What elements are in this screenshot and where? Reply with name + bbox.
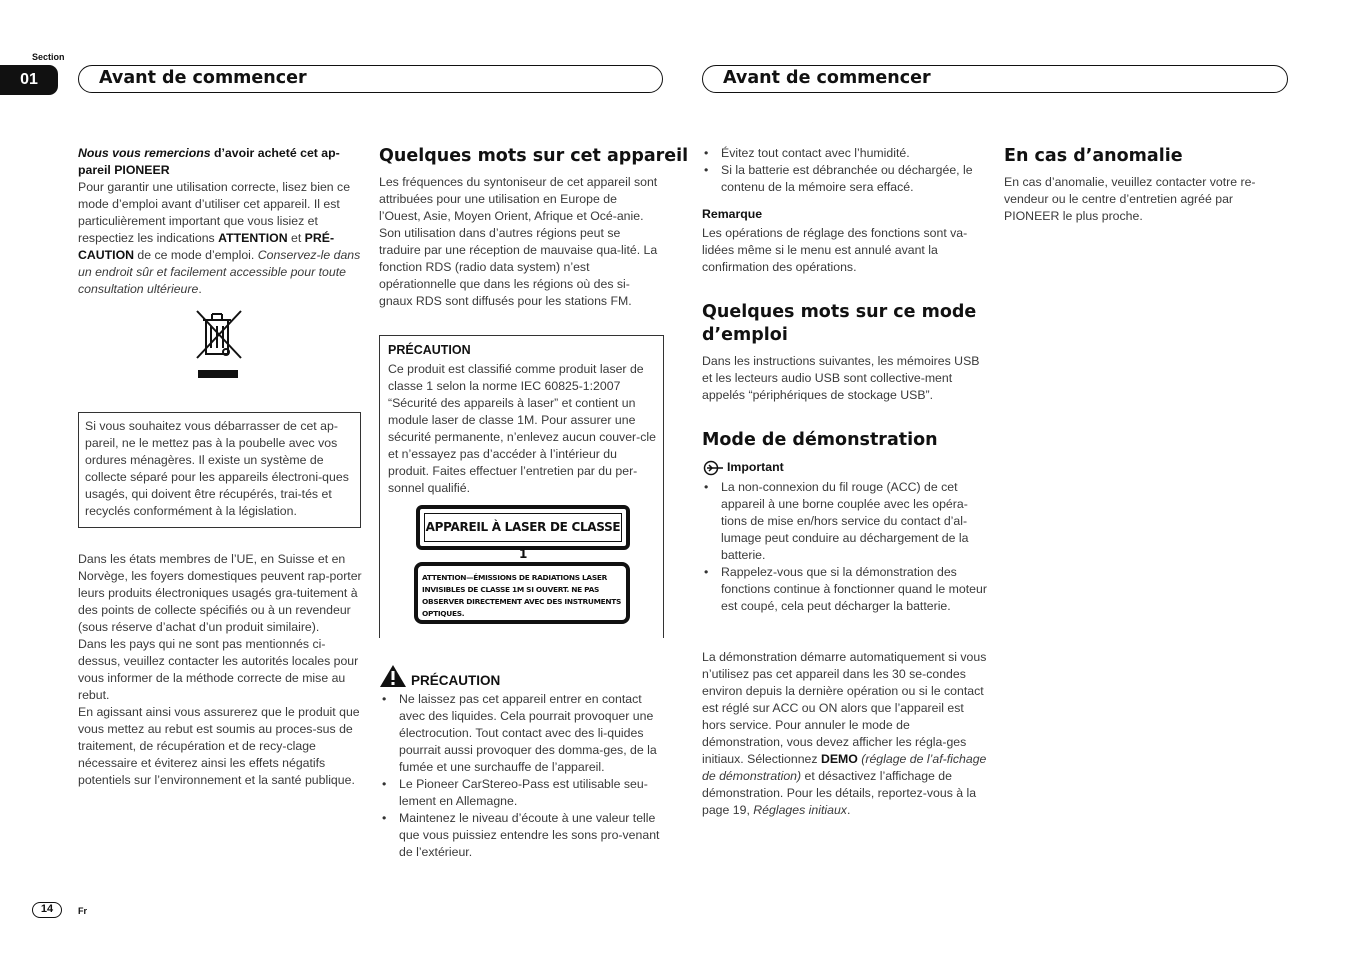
battery-item: • Évitez tout contact avec l’humidité.	[700, 145, 986, 162]
eu-paragraph-2: Dans les pays qui ne sont pas mentionnés ci-dessus, veuillez contacter les autorités locales pour vous informer de la méthode correcte de mise au rebut.	[78, 637, 359, 702]
manual-heading: Quelques mots sur ce mode d’emploi	[702, 302, 977, 345]
important-icon	[702, 460, 724, 476]
laser-warning-label	[414, 562, 630, 624]
battery-list	[700, 145, 986, 196]
remark-title: Remarque	[702, 207, 763, 221]
demo-text-2: et désactivez l’affichage de démonstration. Pour les détails, reportez-vous à la page 19,	[702, 769, 977, 817]
demo-italic: (réglage de l’af-fichage de démonstration)	[702, 752, 987, 783]
disposal-text: Si vous souhaitez vous débarrasser de cet ap-pareil, ne le mettez pas à la poubelle avec vos ordures ménagères. Il existe un système de collecte séparé pour les appareils électroni-ques usagés, qui doivent être récupérés, trai-tés et recyclés conformément à la législation.	[85, 419, 349, 518]
manual-text: Dans les instructions suivantes, les mémoires USB et les lecteurs audio USB sont collective-ment appelés “périphériques de stockage USB”.	[702, 354, 980, 402]
warning-triangle-icon	[379, 664, 407, 688]
demo-keyword: DEMO	[820, 752, 858, 766]
eu-paragraph-1: Dans les états membres de l’UE, en Suisse et en Norvège, les foyers domestiques peuvent rap-porter leurs produits électroniques usagés gra-tuitement à des points de collecte spécifiés ou à un revendeur (sous réserve d’achat d’un produit similaire).	[78, 552, 362, 634]
caution2-item: • Maintenez le niveau d’écoute à une valeur telle que vous puissiez entendre les sons pro-venant de l’extérieur.	[378, 810, 664, 861]
attention-word: ATTENTION	[218, 231, 288, 245]
intro-end: .	[198, 282, 202, 296]
intro-bold: d’avoir acheté cet ap-pareil PIONEER	[78, 146, 340, 177]
demo-item: • La non-connexion du fil rouge (ACC) de cet appareil à une borne couplée avec les opéra-tions de mise en/hors service du contact d’al-lumage peut conduire au déchargement de la batterie.	[700, 479, 988, 564]
caution2-list	[378, 691, 664, 861]
intro-text-2: de ce mode d’emploi.	[134, 248, 258, 262]
anomaly-heading: En cas d’anomalie	[1004, 146, 1183, 166]
important-title: Important	[727, 460, 784, 474]
appareil-paragraph: Les fréquences du syntoniseur de cet appareil sont attribuées pour une utilisation en Europe de l’Ouest, Asie, Moyen Orient, Afrique et Océ-anie. Son utilisation dans d’autres régions peut se traduire par une réception de mauvaise qua-lité. La fonction RDS (radio data system) n’est opérationnelle que dans les régions où des si-gnaux RDS sont diffusés pour les stations FM.	[379, 175, 658, 308]
demo-italic-2: Réglages initiaux	[753, 803, 847, 817]
laser-class-text: APPAREIL À LASER DE CLASSE 1	[424, 513, 622, 542]
intro-text: Pour garantir une utilisation correcte, lisez bien ce mode d’emploi avant d’utiliser cet appareil. Il est particulièrement important que vous lisiez et respectiez les indications	[78, 180, 351, 245]
disposal-box	[78, 412, 361, 528]
section-label: Section	[32, 52, 65, 62]
caution2-item: • Ne laissez pas cet appareil entrer en contact avec des liquides. Cela pourrait provoquer une électrocution. Tout contact avec des li-quides pourrait aussi provoquer des domma-ges, de la fumée et une surchauffe de l’appareil.	[378, 691, 664, 776]
caution2-title: PRÉCAUTION	[411, 673, 501, 688]
laser-caution-box	[379, 335, 664, 638]
demo-text-1: La démonstration démarre automatiquement si vous n’utilisez pas cet appareil dans les 30 se-condes environ depuis la dernière opération ou si le contact est réglé sur ACC ou ON alors que l’appareil est hors service. Pour annuler le mode de démonstration, vous devez afficher les régla-ges initiaux. Sélectionnez	[702, 650, 987, 766]
right-header-title: Avant de commencer	[723, 68, 931, 88]
crossed-bin-icon	[194, 308, 244, 380]
eu-paragraph-3: En agissant ainsi vous assurerez que le produit que vous mettez au rebut est soumis au proces-sus de traitement, de récupération et de recy-clage nécessaire et éviterez ainsi les effets négatifs potentiels sur l’environnement et la santé publique.	[78, 705, 360, 787]
remark-text: Les opérations de réglage des fonctions sont va-lidées même si le menu est annulé avant la confirmation des opérations.	[702, 226, 968, 274]
left-header-bar	[78, 65, 663, 93]
demo-end: .	[846, 803, 851, 817]
intro-italic-2: Conservez-le dans un endroit sûr et facilement accessible pour toute consultation ultérieure	[78, 248, 361, 296]
demo-list	[700, 479, 988, 615]
demo-heading: Mode de démonstration	[702, 430, 938, 450]
left-header-title: Avant de commencer	[99, 68, 307, 88]
section-number: 01	[0, 65, 58, 95]
caution2-item: • Le Pioneer CarStereo-Pass est utilisable seu-lement en Allemagne.	[378, 776, 664, 810]
laser-caution-title: PRÉCAUTION	[388, 343, 471, 357]
appareil-text	[379, 174, 659, 310]
laser-class-label	[416, 505, 630, 561]
right-header-bar	[702, 65, 1288, 93]
page-number	[32, 902, 62, 918]
battery-item: • Si la batterie est débranchée ou déchargée, le contenu de la mémoire sera effacé.	[700, 162, 986, 196]
intro-paragraph	[78, 145, 362, 298]
appareil-heading: Quelques mots sur cet appareil	[379, 146, 689, 166]
intro-italic: Nous vous remercions	[78, 146, 211, 160]
demo-item: • Rappelez-vous que si la démonstration des fonctions continue à fonctionner quand le moteur est coupé, cela peut décharger la batterie.	[700, 564, 988, 615]
language-code: Fr	[78, 906, 87, 916]
intro-and: et	[287, 231, 305, 245]
laser-warning-text: ATTENTION—ÉMISSIONS DE RADIATIONS LASER INVISIBLES DE CLASSE 1M SI OUVERT. NE PAS OBSERVER DIRECTEMENT AVEC DES INSTRUMENTS OPTIQUES.	[422, 573, 622, 618]
anomaly-text: En cas d’anomalie, veuillez contacter votre re-vendeur ou le centre d’entretien agréé par PIONEER le plus proche.	[1004, 175, 1256, 223]
precaution-word: PRÉ-CAUTION	[78, 231, 335, 262]
demo-paragraph	[702, 649, 988, 819]
page-number-text: 14	[40, 903, 54, 915]
eu-disposal-text	[78, 551, 362, 789]
laser-caution-text: Ce produit est classifié comme produit laser de classe 1 selon la norme IEC 60825-1:2007 “Sécurité des appareils à laser” et contient un module laser de classe 1M. Pour assurer une sécurité permanente, n’enlevez aucun couver-cle et n’essayez pas d’accéder à l’intérieur du produit. Faites effectuer l’entretien par du per-sonnel qualifié.	[388, 362, 656, 495]
